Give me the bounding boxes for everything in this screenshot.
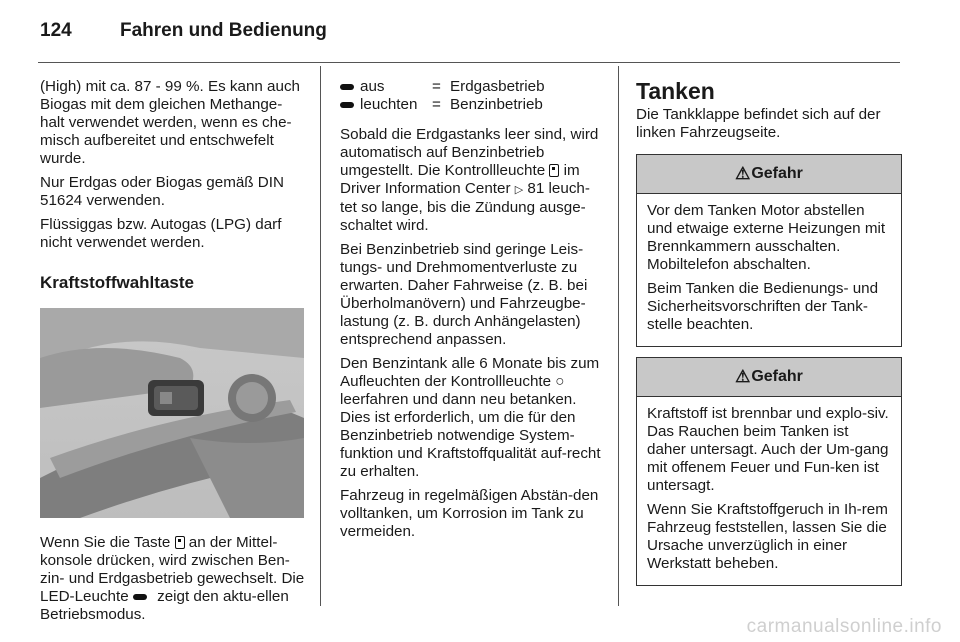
led-indicator-icon (340, 102, 354, 108)
led-indicator-icon (133, 594, 147, 600)
danger-box (636, 154, 902, 347)
column-3 (636, 78, 902, 586)
paragraph: Fahrzeug in regelmäßigen Abstän-den volltanken, um Korrosion im Tank zu vermeiden. (340, 487, 599, 540)
paragraph: Beim Tanken die Bedienungs- und Sicherheitsvorschriften der Tank-stelle beachten. (647, 280, 879, 333)
page-title: Fahren und Bedienung (120, 20, 327, 41)
paragraph: Den Benzintank alle 6 Monate bis zum Aufleuchten der Kontrollleuchte ○ leerfahren und dann neu betanken. Dies ist erforderlich, um die für den Benzinbetrieb notwendige System-funktion und Kraftstoffqualität auf-recht zu erhalten. (340, 355, 601, 480)
console-illustration (40, 308, 304, 518)
led-indicator-icon (340, 84, 354, 90)
legend-row: aus = Erdgasbetrieb (340, 78, 606, 96)
paragraph: Flüssiggas bzw. Autogas (LPG) darf nicht verwendet werden. (40, 216, 282, 251)
fuel-selector-icon (175, 536, 185, 549)
warning-triangle-icon: ⚠ (735, 367, 751, 386)
paragraph: Nur Erdgas oder Biogas gemäß DIN 51624 verwenden. (40, 174, 284, 209)
column-divider-1 (320, 66, 321, 606)
section-heading: Kraftstoffwahltaste (40, 273, 194, 292)
page-number: 124 (40, 20, 72, 41)
danger-header: ⚠ Gefahr (637, 358, 901, 397)
warning-triangle-icon: ⚠ (735, 164, 751, 183)
paragraph: Die Tankklappe befindet sich auf der linken Fahrzeugseite. (636, 106, 881, 141)
page-header (40, 20, 327, 46)
column-divider-2 (618, 66, 619, 606)
paragraph: Wenn Sie Kraftstoffgeruch in Ih-rem Fahrzeug feststellen, lassen Sie die Ursache unverzüglich in einer Werkstatt beheben. (647, 501, 888, 572)
paragraph: Sobald die Erdgastanks leer sind, wird automatisch auf Benzinbetrieb umgestellt. Die Kontrollleuchte im Driver Information Center ▷ 81 leuch-tet so lange, bis die Zündung ausge-schaltet wird. (340, 126, 599, 234)
fuel-low-icon: ○ (555, 373, 565, 390)
paragraph: Wenn Sie die Taste an der Mittel-konsole drücken, wird zwischen Ben-zin- und Erdgasbetrieb gewechselt. Die LED-Leuchte zeigt den aktu-ellen Betriebsmodus. (40, 534, 305, 623)
fuel-selector-photo (40, 308, 304, 518)
section-heading: Tanken (636, 78, 715, 104)
paragraph: Kraftstoff ist brennbar und explo-siv. Das Rauchen beim Tanken ist daher untersagt. Auch der Um-gang mit offenem Feuer und Fun-ken ist untersagt. (647, 405, 889, 494)
paragraph: Vor dem Tanken Motor abstellen und etwaige externe Heizungen mit Brennkammern ausschalten. Mobiltelefon abschalten. (647, 202, 886, 273)
paragraph: Bei Benzinbetrieb sind geringe Leis-tungs- und Drehmomentverluste zu erwarten. Daher Fahrweise (z. B. bei Überholmanövern) und Fahrzeugbe-lastung (z. B. durch Anhängelasten) entsprechend anpassen. (340, 241, 588, 348)
column-1 (40, 78, 306, 630)
danger-header: ⚠ Gefahr (637, 155, 901, 194)
legend-row: leuchten = Benzinbetrieb (340, 96, 606, 114)
fuel-selector-icon (549, 164, 559, 177)
paragraph: (High) mit ca. 87 - 99 %. Es kann auch Biogas mit dem gleichen Methange-halt verwendet werden, wenn es che-misch aufbereitet und entschwefelt wurde. (40, 78, 300, 167)
danger-box (636, 357, 902, 586)
column-2 (340, 78, 606, 547)
watermark: carmanualsonline.info (746, 616, 942, 637)
header-divider (38, 62, 900, 63)
page-reference-icon: ▷ (514, 184, 524, 196)
